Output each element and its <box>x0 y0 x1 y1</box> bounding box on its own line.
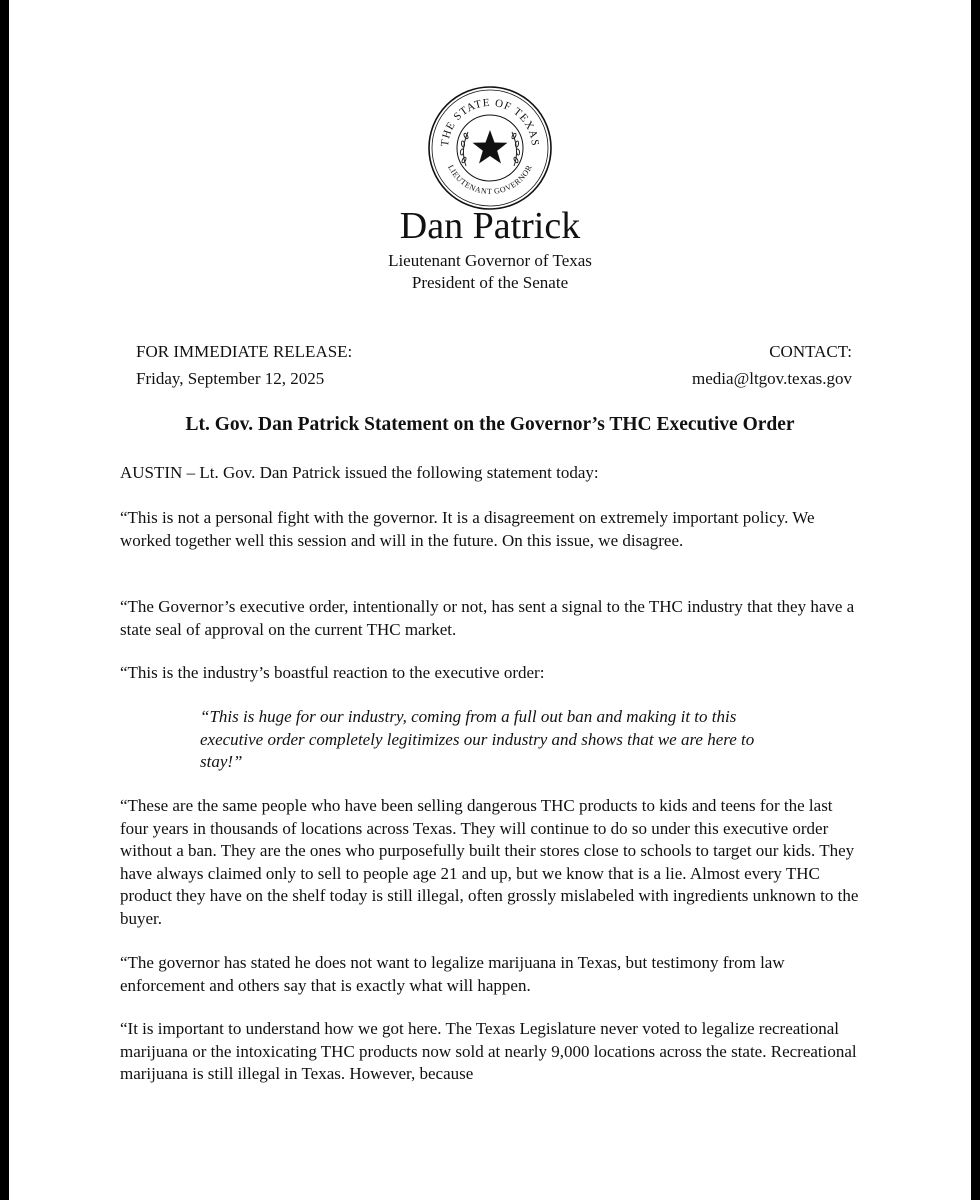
body-paragraph: “These are the same people who have been selling dangerous THC products to kids and teens for the last four years in thousands of locations across Texas. They will continue to do so under this executive order without a ban. They are the ones who purposefully built their stores close to schools to target our kids. They have always claimed only to sell to people age 21 and up, but we know that is a lie. Almost every THC product they have on the shelf today is still illegal, often grossly mislabeled with ingredients unknown to the buyer. <box>120 796 859 928</box>
body-paragraph: “The governor has stated he does not want to legalize marijuana in Texas, but testimony from law enforcement and others say that is exactly what will happen. <box>120 953 785 995</box>
official-title: Lieutenant Governor of Texas <box>388 251 592 270</box>
official-name: Dan Patrick <box>399 205 581 247</box>
body-paragraph: “It is important to understand how we got here. The Texas Legislature never voted to legalize recreational marijuana or the intoxicating THC products now sold at nearly 9,000 locations across the state. Recreational marijuana is still illegal in Texas. However, because <box>120 1019 857 1083</box>
release-date: Friday, September 12, 2025 <box>136 369 325 388</box>
state-seal-graphic <box>426 84 554 212</box>
contact-label: CONTACT: <box>769 342 852 361</box>
press-headline: Lt. Gov. Dan Patrick Statement on the Governor’s THC Executive Order <box>185 414 795 435</box>
body-paragraph: “The Governor’s executive order, intentionally or not, has sent a signal to the THC industry that they have a state seal of approval on the current THC market. <box>120 597 855 639</box>
contact-email: media@ltgov.texas.gov <box>692 369 852 388</box>
body-paragraph: “This is not a personal fight with the governor. It is a disagreement on extremely important policy. We worked together well this session and will in the future. On this issue, we disagree. <box>120 508 815 550</box>
press-release-page <box>9 0 971 1200</box>
left-border <box>0 0 9 1200</box>
svg-text:LIEUTENANT GOVERNOR <box>446 163 534 196</box>
official-role: President of the Senate <box>411 273 569 292</box>
release-info <box>136 338 352 392</box>
right-border <box>971 0 980 1200</box>
seal-bottom-text: LIEUTENANT GOVERNOR <box>446 163 534 197</box>
contact-info <box>692 338 852 392</box>
seal-top-text: THE STATE OF TEXAS <box>438 96 542 148</box>
body-paragraph: “This is the industry’s boastful reaction to the executive order: <box>120 663 545 682</box>
industry-quote: “This is huge for our industry, coming from a full out ban and making it to this executive order completely legitimizes our industry and shows that we are here to stay!” <box>200 707 755 771</box>
seal-icon <box>426 84 554 212</box>
body-paragraph: AUSTIN – Lt. Gov. Dan Patrick issued the following statement today: <box>120 463 599 482</box>
release-label: FOR IMMEDIATE RELEASE: <box>136 342 353 361</box>
